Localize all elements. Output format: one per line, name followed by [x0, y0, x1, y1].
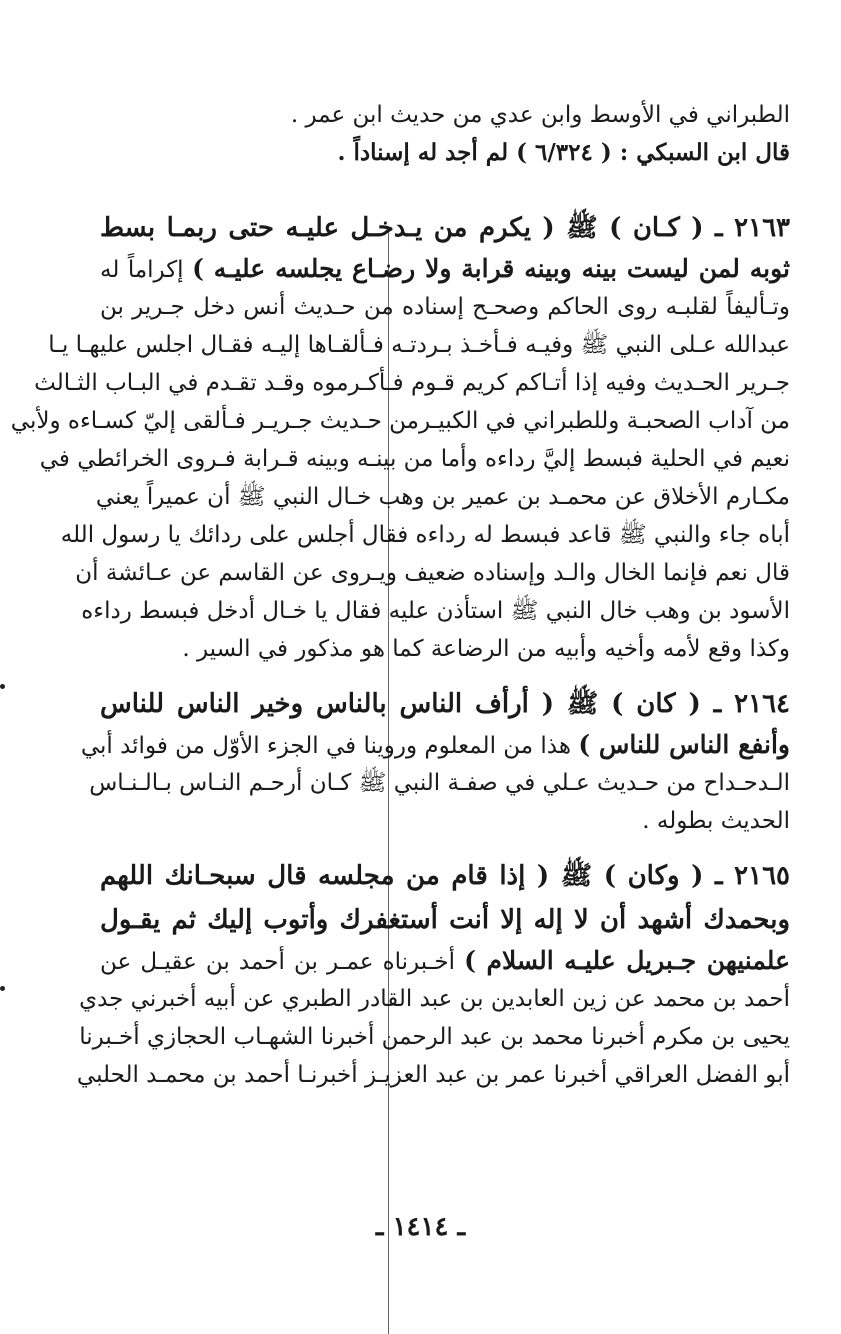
text-line: قال نعم فإنما الخال والـد وإسناده ضعيف ويـروى عن القاسم عن عـائشة أن	[75, 560, 790, 586]
text-line: أبو الفضل العراقي أخبرنا عمر بن عبد العزيـز أخبرنـا أحمد بن محمـد الحلبي	[76, 1062, 790, 1088]
text-line: أحمد بن محمد عن زين العابدين بن عبد القادر الطبري عن أبيه أخبرني جدي	[79, 986, 790, 1012]
text-line: من آداب الصحبـة وللطبراني في الكبيـرمن حـديث جـريـر فـألقى إليّ كسـاءه ولأبي	[10, 408, 790, 434]
page-number: ـ ١٤١٤ ـ	[375, 1212, 466, 1242]
text-line: وكذا وقع لأمه وأخيه وأبيه من الرضاعة كما هو مذكور في السير .	[182, 636, 790, 662]
text-part: أخـبرناه عمـر بن أحمد بن عقيـل عن	[100, 949, 456, 975]
text-line: أباه جاء والنبي ﷺ قاعد فبسط له رداءه فقال أجلس على ردائك يا رسول الله	[60, 522, 790, 548]
entry-heading: ٢١٦٤ ـ ( كان ) ﷺ ( أرأف الناس بالناس وخير الناس للناس	[100, 689, 790, 719]
text-line: مكـارم الأخلاق عن محمـد بن عمير بن وهب خـال النبي ﷺ أن عميراً يعني	[95, 484, 790, 510]
text-line: وتـأليفاً لقلبـه روى الحاكم وصحـح إسناده من حـديث أنس دخل جـرير بن	[100, 294, 790, 320]
entry-heading-line	[80, 726, 790, 764]
margin-mark	[0, 684, 5, 689]
text-line: الطبراني في الأوسط وابن عدي من حديث ابن عمر .	[290, 102, 790, 128]
text-line: نعيم في الحلية فبسط إليَّ رداءه وأما من بينـه وبينه قـرابة فـروى الخرائطي في	[39, 446, 790, 472]
entry-heading-part: علمنيهن جـبريل عليـه السلام )	[464, 946, 790, 975]
text-line: جـرير الحـديث وفيه إذا أتـاكم كريم قـوم فـأكـرموه وقـد تقـدم في البـاب الثـالث	[34, 370, 790, 396]
text-line: عبدالله عـلى النبي ﷺ وفيـه فـأخـذ بـردتـه فـألقـاها إليـه فقـال اجلس عليهـا يـا	[48, 332, 790, 358]
entry-heading: ٢١٦٣ ـ ( كـان ) ﷺ ( يكرم من يـدخـل عليـه حتى ربمـا بسط	[100, 213, 790, 243]
entry-2163	[10, 206, 790, 668]
text-part: إكراماً له	[100, 257, 184, 283]
entry-heading-part: وأنفع الناس للناس )	[578, 730, 790, 759]
text-line: الأسود بن وهب خال النبي ﷺ استأذن عليه فقال يا خـال أدخل فبسط رداءه	[81, 598, 790, 624]
text-line: الحديث بطوله .	[642, 808, 790, 834]
entry-2164	[80, 682, 790, 840]
page-body	[10, 96, 790, 1094]
entry-heading: ٢١٦٥ ـ ( وكان ) ﷺ ( إذا قام من مجلسه قال سبحـانك اللهم	[100, 861, 790, 891]
entry-heading: وبحمدك أشهد أن لا إله إلا أنت أستغفرك وأتوب إليك ثم يقـول	[100, 905, 790, 935]
text-line: يحيى بن مكرم أخبرنا محمد بن عبد الرحمن أخبرنا الشهـاب الحجازي أخـبرنا	[79, 1024, 790, 1050]
entry-2165	[76, 854, 790, 1094]
entry-heading-line	[100, 942, 790, 980]
text-part: هذا من المعلوم وروينا في الجزء الأوّل من فوائد أبي	[80, 733, 571, 759]
entry-heading-line	[100, 250, 790, 288]
entry-heading-part: ثوبه لمن ليست بينه وبينه قرابة ولا رضـاع يجلسه عليـه )	[192, 254, 790, 283]
text-line: الـدحـداح من حـديث عـلي في صفـة النبي ﷺ كـان أرحـم النـاس بـالـنـاس	[89, 770, 790, 796]
margin-mark	[0, 986, 5, 991]
text-line: قال ابن السبكي : ( ٦/٣٢٤ ) لم أجد له إسناداً .	[337, 139, 790, 166]
